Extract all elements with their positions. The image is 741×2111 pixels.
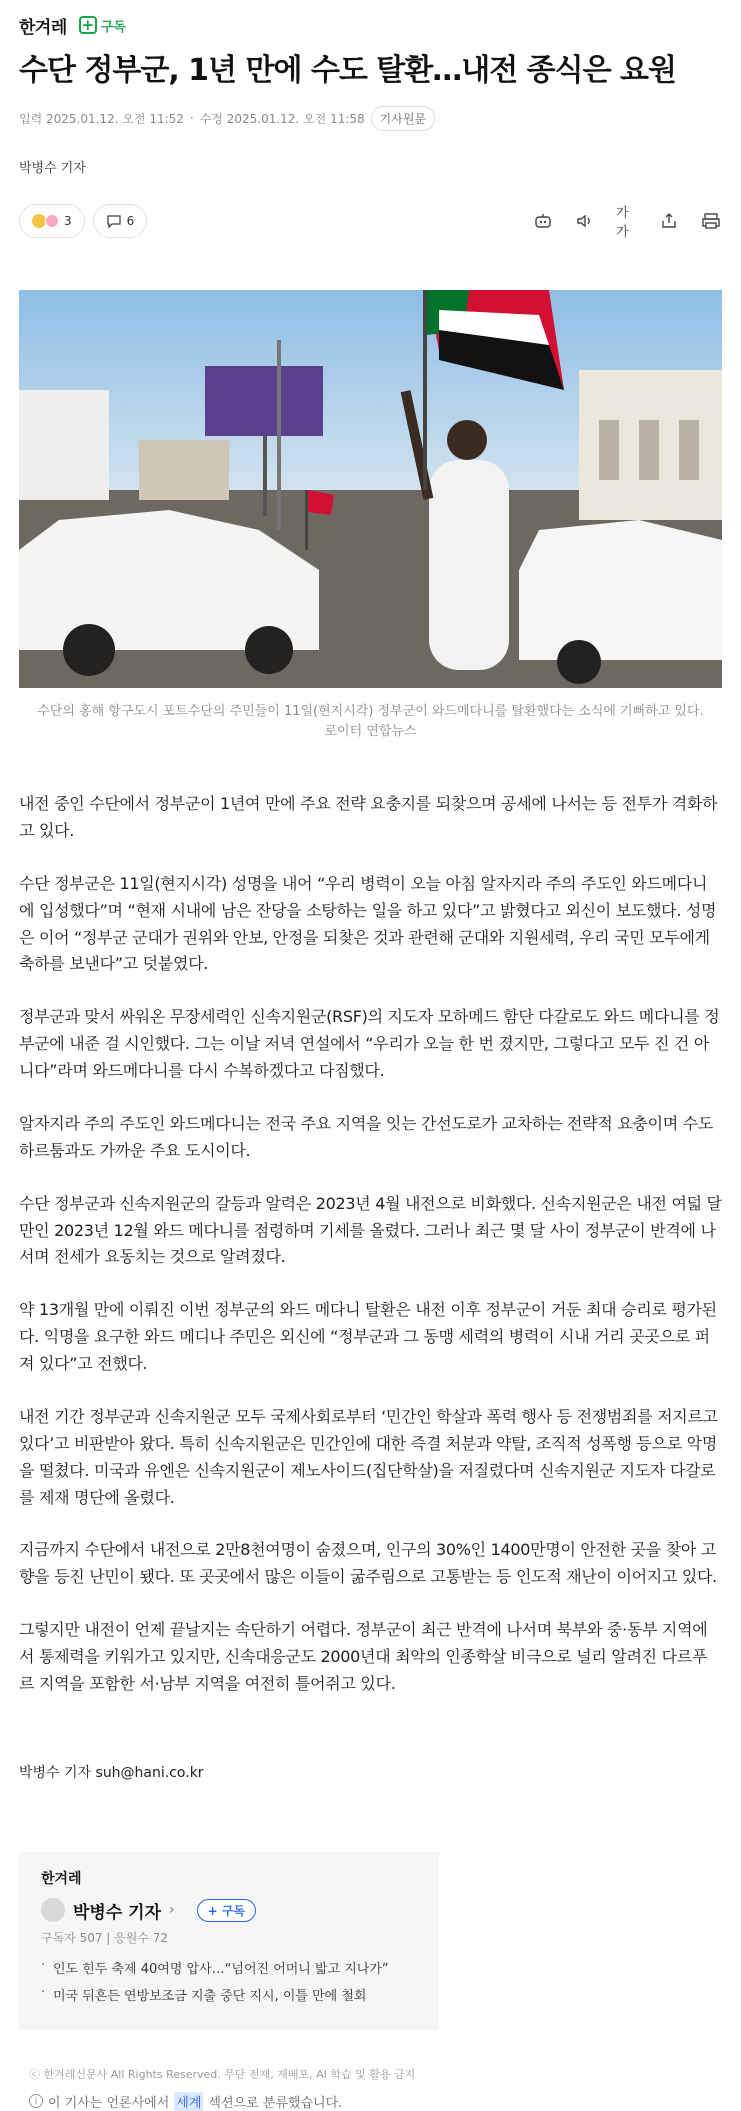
related-articles-list bbox=[41, 1958, 417, 2004]
comment-button[interactable] bbox=[93, 204, 148, 238]
share-icon[interactable] bbox=[658, 210, 680, 232]
font-size-button[interactable]: 가가 bbox=[616, 205, 629, 240]
article-paragraph: 수단 정부군은 11일(현지시각) 성명을 내어 “우리 병력이 오늘 아침 알자지라 주의 주도인 와드메다니에 입성했다”며 “현재 시내에 남은 잔당을 소탕하는 일을 하고 있다”고 밝혔다고 외신이 보도했다. 성명은 이어 “정부군 군대가 권위와 안보, 안정을 되찾은 것과 관련해 군대와 지원세력, 우리 국민 모두에게 축하를 보낸다”고 덧붙였다. bbox=[19, 873, 717, 974]
reporter-name[interactable]: 박병수 기자 bbox=[73, 1902, 162, 1923]
article-paragraph: 알자지라 주의 주도인 와드메다니는 전국 주요 지역을 잇는 간선도로가 교차하는 전략적 요충이며 수도 하르툼과도 가까운 주요 도시이다. bbox=[19, 1113, 713, 1160]
audio-speaker-icon[interactable] bbox=[574, 210, 596, 232]
article-paragraph: 수단 정부군과 신속지원군의 갈등과 알력은 2023년 4월 내전으로 비화했다. 신속지원군은 내전 여덟 달 만인 2023년 12월 와드 메다니를 점령하며 기세를 올렸다. 그러나 최근 몇 달 사이 정부군이 반격에 나서며 전세가 요동치는 것으로 알려졌다. bbox=[19, 1193, 722, 1267]
reporter-subscribe-button[interactable]: + 구독 bbox=[197, 1899, 256, 1922]
chevron-right-icon[interactable]: › bbox=[169, 1902, 175, 1919]
card-brand-logo[interactable]: 한겨레 bbox=[41, 1870, 82, 1887]
byline[interactable]: 박병수 기자 bbox=[19, 160, 86, 176]
top-brand-bar bbox=[19, 0, 722, 50]
subscribe-label: 구독 bbox=[100, 19, 126, 35]
action-bar bbox=[19, 202, 722, 240]
brand-logo[interactable]: 한겨레 bbox=[19, 17, 67, 38]
source-article-button[interactable]: 기사원문 bbox=[371, 106, 435, 131]
reaction-count: 3 bbox=[64, 213, 72, 228]
article-meta bbox=[19, 106, 722, 131]
related-article-link[interactable]: · 인도 힌두 축제 40여명 압사…“넘어진 어머니 밟고 지나가” bbox=[41, 1958, 417, 1977]
print-icon[interactable] bbox=[700, 210, 722, 232]
reporter-signoff: 박병수 기자 suh@hani.co.kr bbox=[19, 1764, 204, 1781]
photo-illustration bbox=[19, 290, 722, 688]
article-paragraph: 약 13개월 만에 이뤄진 이번 정부군의 와드 메다니 탈환은 내전 이후 정부군이 거둔 최대 승리로 평가된다. 익명을 요구한 와드 메디나 주민은 외신에 “정부군과 그 동맹 세력의 병력이 시내 거리 곳곳으로 퍼져 있다”고 전했다. bbox=[19, 1300, 717, 1374]
copyright-notice: ⓒ 한겨레신문사 All Rights Reserved. 무단 전재, 재배포, AI 학습 및 활용 금지 bbox=[29, 2067, 416, 2081]
subscribe-button[interactable] bbox=[79, 16, 126, 35]
cheer-emoji-icon bbox=[45, 214, 59, 228]
clap-emoji-icon bbox=[32, 214, 46, 228]
related-article-link[interactable]: · 미국 뒤흔든 연방보조금 지출 중단 지시, 이틀 만에 철회 bbox=[41, 1985, 417, 2004]
classify-suffix: 섹션으로 분류했습니다. bbox=[208, 2095, 343, 2111]
article-paragraph: 그렇지만 내전이 언제 끝날지는 속단하기 어렵다. 정부군이 최근 반격에 나서며 북부와 중·동부 지역에서 통제력을 키워가고 있지만, 신속대응군도 2000년대 최악의 인종학살 비극으로 널리 알려진 다르푸르 지역을 포함한 서·남부 지역을 여전히 틀어쥐고 있다. bbox=[19, 1620, 708, 1693]
section-classification bbox=[19, 2092, 722, 2111]
comment-icon bbox=[106, 213, 122, 229]
section-link[interactable]: 세계 bbox=[174, 2092, 203, 2111]
classify-prefix: 이 기사는 언론사에서 bbox=[48, 2095, 170, 2111]
article-photo[interactable] bbox=[19, 290, 722, 688]
plus-icon: + bbox=[79, 16, 97, 34]
article-paragraph: 내전 기간 정부군과 신속지원군 모두 국제사회로부터 ‘민간인 학살과 폭력 행사 등 전쟁범죄를 저지르고 있다’고 비판받아 왔다. 특히 신속지원군은 민간인에 대한 즉결 처분과 약탈, 조직적 성폭행 등으로 악명을 떨쳤다. 미국과 유엔은 신속지원군이 제노사이드(집단학살)을 저질렀다며 신속지원군 지도자 다갈로를 제재 명단에 올렸다. bbox=[19, 1406, 718, 1507]
info-icon: i bbox=[29, 2094, 43, 2108]
photo-caption: 수단의 홍해 항구도시 포트수단의 주민들이 11일(현지시각) 정부군이 와드메다니를 탈환했다는 소식에 기뻐하고 있다. 로이터 연합뉴스 bbox=[37, 703, 704, 740]
article-headline: 수단 정부군, 1년 만에 수도 탈환…내전 종식은 요원 bbox=[19, 53, 677, 88]
summary-bot-icon[interactable] bbox=[532, 210, 554, 232]
avatar[interactable] bbox=[41, 1898, 65, 1922]
article-paragraph: 정부군과 맞서 싸워온 무장세력인 신속지원군(RSF)의 지도자 모하메드 함단 다갈로도 와드 메다니를 정부군에 내준 걸 시인했다. 그는 이날 저녁 연설에서 “우리가 오늘 한 번 졌지만, 그렇다고 모두 진 건 아니다”라며 와드메다니를 다시 수복하겠다고 다짐했다. bbox=[19, 1007, 720, 1081]
comment-count: 6 bbox=[126, 213, 135, 228]
reaction-button[interactable] bbox=[19, 204, 85, 238]
article-paragraph: 지금까지 수단에서 내전으로 2만8천여명이 숨졌으며, 인구의 30%인 1400만명이 안전한 곳을 찾아 고향을 등진 난민이 됐다. 또 곳곳에서 많은 이들이 굶주림으로 고통받는 등 인도적 재난이 이어지고 있다. bbox=[19, 1540, 717, 1587]
meta-separator: · bbox=[189, 111, 194, 125]
reporter-stats: 구독자 507 | 응원수 72 bbox=[41, 1930, 169, 1945]
modified-time: 수정 2025.01.12. 오전 11:58 bbox=[199, 111, 365, 126]
published-time: 입력 2025.01.12. 오전 11:52 bbox=[19, 111, 184, 126]
article-body bbox=[19, 791, 722, 1698]
reporter-card bbox=[19, 1852, 439, 2030]
article-paragraph: 내전 중인 수단에서 정부군이 1년여 만에 주요 전략 요충지를 되찾으며 공세에 나서는 등 전투가 격화하고 있다. bbox=[19, 794, 718, 840]
